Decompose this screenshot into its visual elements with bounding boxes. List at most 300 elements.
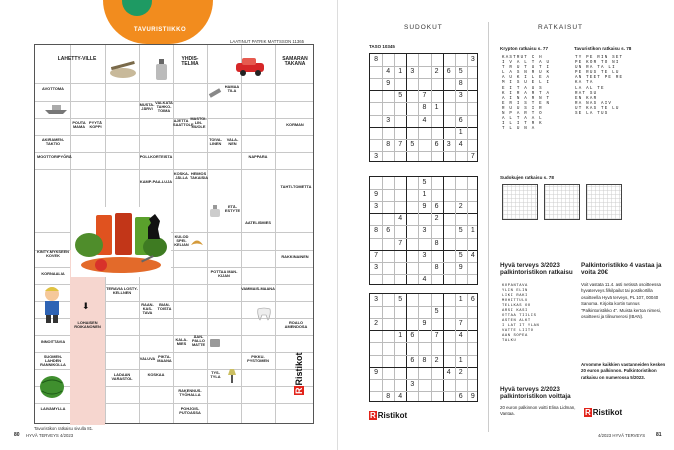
sudoku-cell[interactable]	[418, 342, 430, 354]
sudoku-cell[interactable]: 1	[434, 104, 439, 112]
sudoku-cell[interactable]: 8	[386, 392, 391, 400]
sudoku-cell[interactable]	[443, 306, 455, 318]
clue: PYYTÄ KOPPI	[89, 120, 102, 130]
sudoku-cell[interactable]	[382, 177, 394, 189]
sudoku-cell[interactable]	[443, 250, 455, 262]
clue: ÄAN-PALLO MATTE	[191, 334, 206, 348]
clue: POHJOIS-PUTOASSA	[179, 406, 201, 416]
sudoku-cell[interactable]	[406, 54, 418, 66]
sudoku-cell[interactable]	[467, 274, 479, 286]
sudoku-cell[interactable]	[406, 262, 418, 274]
sudoku-cell[interactable]	[467, 177, 479, 189]
sudoku-puzzle-3[interactable]	[369, 293, 478, 402]
sudoku-cell[interactable]	[467, 306, 479, 318]
sudoku-cell[interactable]: 4	[470, 251, 475, 259]
sudoku-cell[interactable]: 6	[410, 356, 415, 364]
sudoku-cell[interactable]	[406, 367, 418, 379]
sudoku-cell[interactable]: 5	[398, 92, 403, 100]
sudoku-cell[interactable]	[370, 66, 382, 78]
clue: RAAN-KAS-TAVA	[141, 302, 154, 316]
sudoku-cell[interactable]	[406, 189, 418, 201]
sudoku-cell[interactable]	[382, 367, 394, 379]
sudoku-cell[interactable]	[467, 367, 479, 379]
ristikot-logo: R Ristikot	[370, 411, 408, 420]
sudoku-cell[interactable]	[431, 294, 443, 306]
sudoku-cell[interactable]	[370, 127, 382, 139]
sudoku-cell[interactable]	[370, 379, 382, 391]
sudoku-cell[interactable]	[382, 151, 394, 163]
sudoku-cell[interactable]	[431, 274, 443, 286]
sudoku-cell[interactable]	[443, 102, 455, 114]
sudoku-cell[interactable]	[467, 90, 479, 102]
sudoku-cell[interactable]	[406, 225, 418, 237]
sudoku-cell[interactable]: 5	[434, 308, 439, 316]
sudoku-cell[interactable]	[431, 189, 443, 201]
sudoku-cell[interactable]: 2	[434, 68, 439, 76]
winner-heading-2: Hyvä terveys 2/2023 palkintoristikon voittaja	[500, 386, 571, 401]
sudoku-cell[interactable]: 1	[458, 296, 463, 303]
sudoku-cell[interactable]	[370, 391, 382, 403]
clue: TERAVIA LOSTY-KELLNEN	[106, 286, 138, 296]
sudoku-cell[interactable]	[443, 115, 455, 127]
sudoku-cell[interactable]: 9	[374, 368, 378, 376]
sudoku-cell[interactable]	[443, 262, 455, 274]
sudoku-cell[interactable]	[467, 355, 479, 367]
sudoku-cell[interactable]: 3	[458, 92, 463, 100]
sudoku-cell[interactable]	[418, 330, 430, 342]
sudoku-cell[interactable]: 7	[398, 140, 403, 148]
sudoku-cell[interactable]	[443, 318, 455, 330]
sudoku-cell[interactable]: 5	[458, 227, 463, 235]
sudoku-cell[interactable]	[406, 90, 418, 102]
sudoku-cell[interactable]	[370, 139, 382, 151]
clue: TOIVA-LINEN	[209, 137, 222, 147]
right-page	[337, 0, 674, 450]
sudoku-cell[interactable]: 8	[374, 56, 378, 63]
clue: AKIRAMEN-TAKTIO	[41, 137, 65, 147]
solution-cell	[70, 386, 105, 403]
sudoku-cell[interactable]: 3	[446, 140, 451, 148]
ristikot-logo-2: R Ristikot	[585, 408, 623, 417]
sudoku-cell[interactable]: 7	[470, 152, 475, 160]
sudoku-cell[interactable]	[406, 151, 418, 163]
sudoku-cell[interactable]: 2	[434, 356, 439, 364]
sudoku-cell[interactable]: 6	[434, 203, 439, 211]
sudoku-cell[interactable]	[455, 306, 467, 318]
sudoku-cell[interactable]	[418, 262, 430, 274]
sudoku-cell[interactable]	[443, 54, 455, 66]
sudoku-cell[interactable]: 2	[458, 368, 463, 376]
sudoku-cell[interactable]	[418, 127, 430, 139]
sudoku-cell[interactable]	[382, 306, 394, 318]
sudoku-cell[interactable]	[443, 342, 455, 354]
sudoku-cell[interactable]: 7	[458, 320, 463, 328]
sudoku-cell[interactable]: 8	[374, 227, 378, 235]
sudoku-cell[interactable]	[455, 238, 467, 250]
phone-icon	[207, 335, 223, 349]
sudoku-cell[interactable]: 4	[446, 368, 451, 376]
sudoku-cell[interactable]	[431, 90, 443, 102]
sudoku-cell[interactable]	[406, 213, 418, 225]
sudoku-cell[interactable]	[455, 379, 467, 391]
sudoku-cell[interactable]: 4	[422, 116, 427, 124]
sudoku-cell[interactable]: 1	[458, 128, 463, 136]
sudoku-cell[interactable]: 3	[374, 152, 378, 160]
sudoku-cell[interactable]: 8	[434, 239, 439, 247]
sudoku-cell[interactable]: 6	[410, 332, 415, 340]
sudoku-cell[interactable]	[467, 201, 479, 213]
sudoku-cell[interactable]	[455, 342, 467, 354]
sudoku-cell[interactable]	[370, 274, 382, 286]
sudoku-cell[interactable]	[443, 90, 455, 102]
sudoku-cell[interactable]: 6	[470, 296, 475, 303]
sudoku-cell[interactable]	[406, 342, 418, 354]
sudoku-cell[interactable]	[394, 274, 406, 286]
sudoku-cell[interactable]	[394, 54, 406, 66]
sudoku-cell[interactable]	[455, 177, 467, 189]
sudoku-cell[interactable]: 9	[374, 191, 378, 199]
sudoku-cell[interactable]	[443, 201, 455, 213]
sudoku-cell[interactable]	[431, 78, 443, 90]
sudoku-cell[interactable]	[382, 294, 394, 306]
section-divider	[488, 22, 489, 432]
sudoku-cell[interactable]	[394, 342, 406, 354]
sudoku-cell[interactable]: 8	[434, 263, 439, 271]
sudoku-cell[interactable]	[406, 102, 418, 114]
sudoku-cell[interactable]	[394, 250, 406, 262]
sudoku-cell[interactable]	[443, 189, 455, 201]
sudoku-cell[interactable]: 9	[386, 80, 391, 88]
sudoku-cell[interactable]	[382, 201, 394, 213]
sudoku-cell[interactable]: 7	[434, 332, 439, 340]
sudoku-cell[interactable]	[443, 78, 455, 90]
sudoku-cell[interactable]	[370, 177, 382, 189]
sudoku-cell[interactable]	[394, 355, 406, 367]
sudoku-cell[interactable]	[443, 274, 455, 286]
sudoku-cell[interactable]	[394, 115, 406, 127]
sudoku-cell[interactable]	[394, 177, 406, 189]
clue: RAKKINAINEN	[281, 254, 309, 259]
sudoku-cell[interactable]: 2	[458, 203, 463, 211]
clue: HEIMOS TAKAISIA	[190, 171, 209, 181]
sudoku-cell[interactable]	[431, 379, 443, 391]
sudoku-cell[interactable]	[394, 367, 406, 379]
sudoku-cell[interactable]: 3	[410, 380, 415, 388]
winner-text: 20 euron palkinnon voitti Elina Lidman, Vantaa.	[500, 405, 576, 417]
sudoku-cell[interactable]	[467, 342, 479, 354]
sudoku-cell[interactable]: 1	[458, 356, 463, 364]
sudoku-cell[interactable]: 7	[422, 92, 427, 100]
sudoku-cell[interactable]	[394, 201, 406, 213]
solution-note: Tavuristikon ratkaisu sivulla 81.	[34, 426, 94, 431]
sudoku-cell[interactable]	[394, 318, 406, 330]
title-banner	[103, 0, 213, 44]
sudoku-cell[interactable]	[382, 238, 394, 250]
sudoku-cell[interactable]: 3	[374, 296, 378, 303]
sudoku-cell[interactable]	[431, 177, 443, 189]
sudoku-cell[interactable]	[382, 379, 394, 391]
sudoku-cell[interactable]	[431, 151, 443, 163]
sudoku-cell[interactable]	[443, 391, 455, 403]
sudoku-cell[interactable]	[382, 189, 394, 201]
sudoku-cell[interactable]	[406, 201, 418, 213]
sudoku-cell[interactable]	[382, 330, 394, 342]
sudoku-cell[interactable]	[467, 213, 479, 225]
sudoku-cell[interactable]: 1	[422, 191, 427, 199]
sudoku-cell[interactable]	[418, 139, 430, 151]
sudoku-cell[interactable]	[455, 189, 467, 201]
sudoku-cell[interactable]: 8	[386, 140, 391, 148]
sudoku-cell[interactable]	[443, 330, 455, 342]
clue: AATELISMIES	[245, 220, 271, 225]
sudoku-cell[interactable]	[394, 189, 406, 201]
sudoku-cell[interactable]: 8	[458, 80, 463, 88]
clue: ROALO AMENDOSA	[284, 320, 308, 330]
sudoku-cell[interactable]	[394, 127, 406, 139]
sudoku-cell[interactable]	[431, 115, 443, 127]
sudoku-cell[interactable]	[370, 306, 382, 318]
sudoku-cell[interactable]	[467, 139, 479, 151]
crossword-grid[interactable]	[34, 44, 314, 424]
sudoku-cell[interactable]	[370, 78, 382, 90]
sudoku-cell[interactable]	[467, 127, 479, 139]
sudoku-cell[interactable]: 9	[470, 392, 475, 400]
sudoku-cell[interactable]	[394, 151, 406, 163]
sudoku-cell[interactable]	[406, 318, 418, 330]
sudoku-cell[interactable]	[467, 189, 479, 201]
sudoku-cell[interactable]	[382, 90, 394, 102]
sudoku-cell[interactable]	[431, 127, 443, 139]
sudoku-cell[interactable]	[418, 238, 430, 250]
sudoku-cell[interactable]	[443, 238, 455, 250]
ristikot-logo: RRistikot	[294, 352, 304, 394]
sudoku-cell[interactable]: 9	[458, 263, 463, 271]
sudoku-cell[interactable]	[418, 294, 430, 306]
sudoku-cell[interactable]: 8	[422, 356, 427, 364]
sudoku-cell[interactable]: 3	[410, 68, 415, 76]
sudoku-cell[interactable]	[394, 225, 406, 237]
sudoku-cell[interactable]	[370, 355, 382, 367]
sudoku-cell[interactable]	[467, 330, 479, 342]
grid-line	[173, 45, 174, 423]
sudoku-cell[interactable]: 3	[422, 251, 427, 259]
sudoku-cell[interactable]	[467, 115, 479, 127]
sudoku-cell[interactable]	[406, 294, 418, 306]
sudoku-cell[interactable]	[406, 391, 418, 403]
sudoku-cell[interactable]	[406, 306, 418, 318]
sudoku-cell[interactable]	[431, 250, 443, 262]
car-icon	[233, 55, 267, 77]
sudoku-cell[interactable]	[370, 90, 382, 102]
sudoku-cell[interactable]	[418, 54, 430, 66]
sudoku-cell[interactable]	[394, 262, 406, 274]
sudoku-cell[interactable]	[382, 274, 394, 286]
sudoku-cell[interactable]	[382, 250, 394, 262]
solution-cell	[70, 403, 105, 425]
sudoku-cell[interactable]: 9	[422, 320, 427, 328]
sudoku-cell[interactable]: 3	[386, 116, 391, 124]
sudoku-cell[interactable]: 7	[374, 251, 378, 259]
sudoku-cell[interactable]: 1	[398, 332, 403, 340]
clue: SAMARAN TAKANA	[282, 56, 308, 68]
sudoku-cell[interactable]	[406, 238, 418, 250]
clue: NAPPARA	[248, 154, 268, 159]
sudoku-cell[interactable]: 5	[458, 68, 463, 76]
sudoku-cell[interactable]	[406, 78, 418, 90]
sudoku-cell[interactable]	[467, 262, 479, 274]
sudoku-cell[interactable]: 8	[422, 104, 427, 112]
sudoku-cell[interactable]	[418, 379, 430, 391]
answers-heading: RATKAISUT	[538, 24, 583, 31]
sudoku-cell[interactable]: 9	[422, 203, 427, 211]
grid-line	[35, 169, 313, 170]
sudoku-cell[interactable]: 6	[386, 227, 391, 235]
sudoku-cell[interactable]	[418, 66, 430, 78]
sudoku-cell[interactable]: 4	[422, 275, 427, 283]
puzzle-title: TAVURISTIIKKO	[133, 27, 187, 33]
perfume-icon	[207, 203, 223, 219]
sudoku-cell[interactable]	[382, 318, 394, 330]
sudoku-cell[interactable]	[418, 151, 430, 163]
sudoku-cell[interactable]: 3	[374, 203, 378, 211]
sudoku-cell[interactable]	[467, 66, 479, 78]
sudoku-cell[interactable]	[370, 213, 382, 225]
sudoku-cell[interactable]	[382, 262, 394, 274]
sudoku-level: TASO 10345	[369, 44, 395, 49]
clue: POUTA MAMA	[72, 120, 86, 130]
sudoku-cell[interactable]	[467, 379, 479, 391]
sudoku-cell[interactable]	[370, 330, 382, 342]
sudoku-cell[interactable]	[431, 54, 443, 66]
sudoku-cell[interactable]	[443, 379, 455, 391]
pen-icon	[140, 253, 155, 265]
sudoku-cell[interactable]	[406, 115, 418, 127]
sudoku-cell[interactable]	[455, 54, 467, 66]
sudoku-cell[interactable]: 4	[458, 140, 463, 148]
sudoku-cell[interactable]	[443, 294, 455, 306]
sudoku-cell[interactable]	[467, 318, 479, 330]
sudoku-cell[interactable]: 4	[386, 68, 391, 76]
sudoku-cell[interactable]	[418, 367, 430, 379]
clue: VALA-NEN	[226, 137, 239, 147]
puzzle-author: LAATINUT PATRIK MATTSSON 11365	[230, 39, 305, 44]
sudoku-cell[interactable]	[431, 342, 443, 354]
sudoku-cell[interactable]: 4	[398, 392, 403, 400]
sudoku-cell[interactable]: 7	[398, 239, 403, 247]
sudoku-cell[interactable]	[382, 213, 394, 225]
tavu-answer-title: Tavuristikon ratkaisu s. 78	[574, 46, 632, 51]
sudoku-cell[interactable]	[406, 250, 418, 262]
sudoku-cell[interactable]	[443, 355, 455, 367]
sudoku-cell[interactable]: 6	[458, 116, 463, 124]
sudoku-cell[interactable]	[382, 127, 394, 139]
sudoku-cell[interactable]	[370, 238, 382, 250]
sudoku-cell[interactable]: 6	[434, 140, 439, 148]
sudoku-cell[interactable]	[406, 177, 418, 189]
sudoku-cell[interactable]: 3	[422, 227, 427, 235]
sudoku-puzzle-2[interactable]	[369, 176, 478, 285]
sudoku-cell[interactable]	[418, 306, 430, 318]
sudoku-cell[interactable]	[370, 342, 382, 354]
sudoku-cell[interactable]: 4	[458, 332, 463, 340]
sudoku-cell[interactable]: 4	[398, 215, 403, 223]
sudoku-cell[interactable]	[406, 127, 418, 139]
sudoku-cell[interactable]	[394, 306, 406, 318]
sudoku-cell[interactable]	[431, 225, 443, 237]
sudoku-cell[interactable]	[443, 177, 455, 189]
clue: AVOTTOMA	[42, 86, 64, 91]
sudoku-cell[interactable]	[370, 102, 382, 114]
arrow-down-icon: ⬇	[82, 301, 90, 311]
winner-heading-1: Hyvä terveys 3/2023 palkintoristikon ratkaisu	[500, 262, 573, 277]
sudoku-cell[interactable]	[467, 102, 479, 114]
sudoku-cell[interactable]	[394, 379, 406, 391]
tavu-answer-grid: TY PE RIN SET PE KOR TO NI UN RA TA LI PE RUS TE LU AN TEET PE RE KA TA LA AL TE RAT SU EN KAR RA NAS AIV UT KAS TE LU SE LA TUS	[575, 56, 624, 117]
sudoku-cell[interactable]	[455, 151, 467, 163]
sudoku-puzzle-1[interactable]	[369, 53, 478, 162]
sudoku-cell[interactable]	[431, 367, 443, 379]
sudoku-cell[interactable]	[443, 225, 455, 237]
solution-cell	[70, 352, 105, 369]
sudoku-cell[interactable]: 5	[398, 296, 403, 303]
sudoku-cell[interactable]	[370, 115, 382, 127]
clue: LAHETTY-VILLE	[57, 56, 97, 62]
clue: VALUVA	[139, 356, 156, 361]
sudoku-cell[interactable]	[443, 213, 455, 225]
clue: PIKTA-MAANA	[157, 354, 172, 364]
sudoku-cell[interactable]	[443, 127, 455, 139]
sudoku-cell[interactable]: 1	[470, 227, 475, 235]
sudoku-cell[interactable]	[382, 342, 394, 354]
sudoku-cell[interactable]: 6	[458, 392, 463, 400]
sudoku-cell[interactable]	[467, 238, 479, 250]
clue: KALA-MIES	[175, 337, 188, 347]
grid-line	[35, 135, 313, 136]
sudoku-cell[interactable]	[455, 213, 467, 225]
sudoku-cell[interactable]: 3	[374, 263, 378, 271]
sudoku-cell[interactable]	[455, 274, 467, 286]
sudoku-cell[interactable]: 2	[374, 320, 378, 328]
sudoku-cell[interactable]	[431, 318, 443, 330]
sudoku-cell[interactable]	[382, 355, 394, 367]
tool-icon	[207, 85, 223, 99]
sudoku-cell[interactable]	[443, 151, 455, 163]
sudoku-cell[interactable]	[406, 274, 418, 286]
sudoku-cell[interactable]: 5	[458, 251, 463, 259]
sudoku-cell[interactable]	[394, 78, 406, 90]
sudoku-cell[interactable]	[467, 78, 479, 90]
clue: LAIVAMYLLA	[40, 406, 66, 411]
sudoku-cell[interactable]	[382, 54, 394, 66]
sudoku-cell[interactable]	[418, 391, 430, 403]
sudoku-cell[interactable]	[455, 102, 467, 114]
clue: KOSKAA	[147, 372, 165, 377]
clue: TYS-TYLA	[210, 370, 221, 380]
clue: MUSTA-JÄRVI	[139, 102, 155, 112]
sudoku-cell[interactable]	[382, 102, 394, 114]
clue: SUOMEN-LAHDEN RANNIKOLLA	[40, 354, 66, 368]
sudoku-cell[interactable]: 2	[434, 215, 439, 223]
sudoku-cell[interactable]: 5	[422, 179, 427, 186]
sudoku-cell[interactable]: 6	[446, 68, 451, 76]
sudoku-cell[interactable]: 5	[410, 140, 415, 148]
sudoku-cell[interactable]: 1	[398, 68, 403, 76]
sudoku-cell[interactable]	[394, 102, 406, 114]
sudoku-cell[interactable]: 3	[470, 56, 475, 63]
sudoku-cell[interactable]	[431, 391, 443, 403]
sudoku-cell[interactable]	[418, 213, 430, 225]
sudoku-cell[interactable]	[418, 78, 430, 90]
